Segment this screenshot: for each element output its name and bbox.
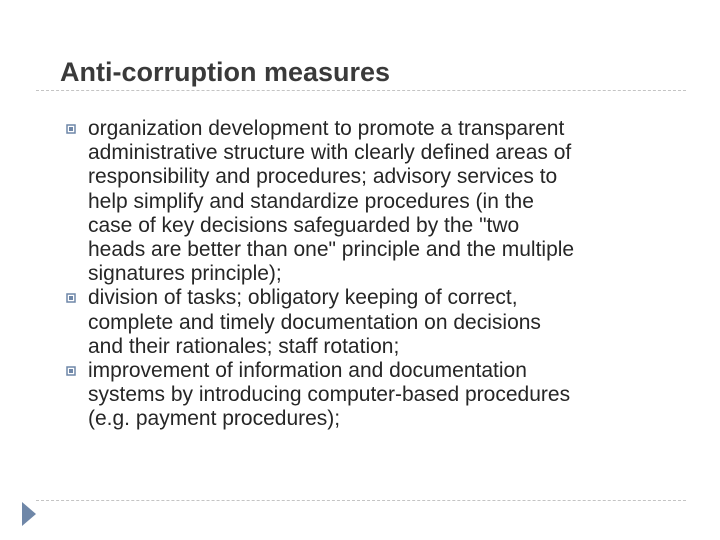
bullet-list [88,117,688,432]
bullet-item [88,117,688,286]
square-bullet-icon [66,124,76,134]
square-bullet-icon [66,366,76,376]
bullet-text: division of tasks; obligatory keeping of correct, complete and timely documentation on decisions and their rationales; staff rotation; [88,286,541,358]
title-divider [36,90,686,91]
bullet-text: improvement of information and documentation systems by introducing computer-based procedures (e.g. payment procedures); [88,359,571,431]
slide-title: Anti-corruption measures [60,57,391,87]
footer-divider [36,500,686,501]
square-bullet-icon [66,293,76,303]
bullet-text: organization development to promote a transparent administrative structure with clearly defined areas of responsibility and procedures; advisory services to help simplify and standardize procedures (in the case of key decisions safeguarded by the "two heads are better than one" principle and the multiple signatures principle); [88,117,575,286]
bullet-item [88,359,688,432]
triangle-marker-icon [22,502,36,526]
bullet-item [88,286,688,359]
